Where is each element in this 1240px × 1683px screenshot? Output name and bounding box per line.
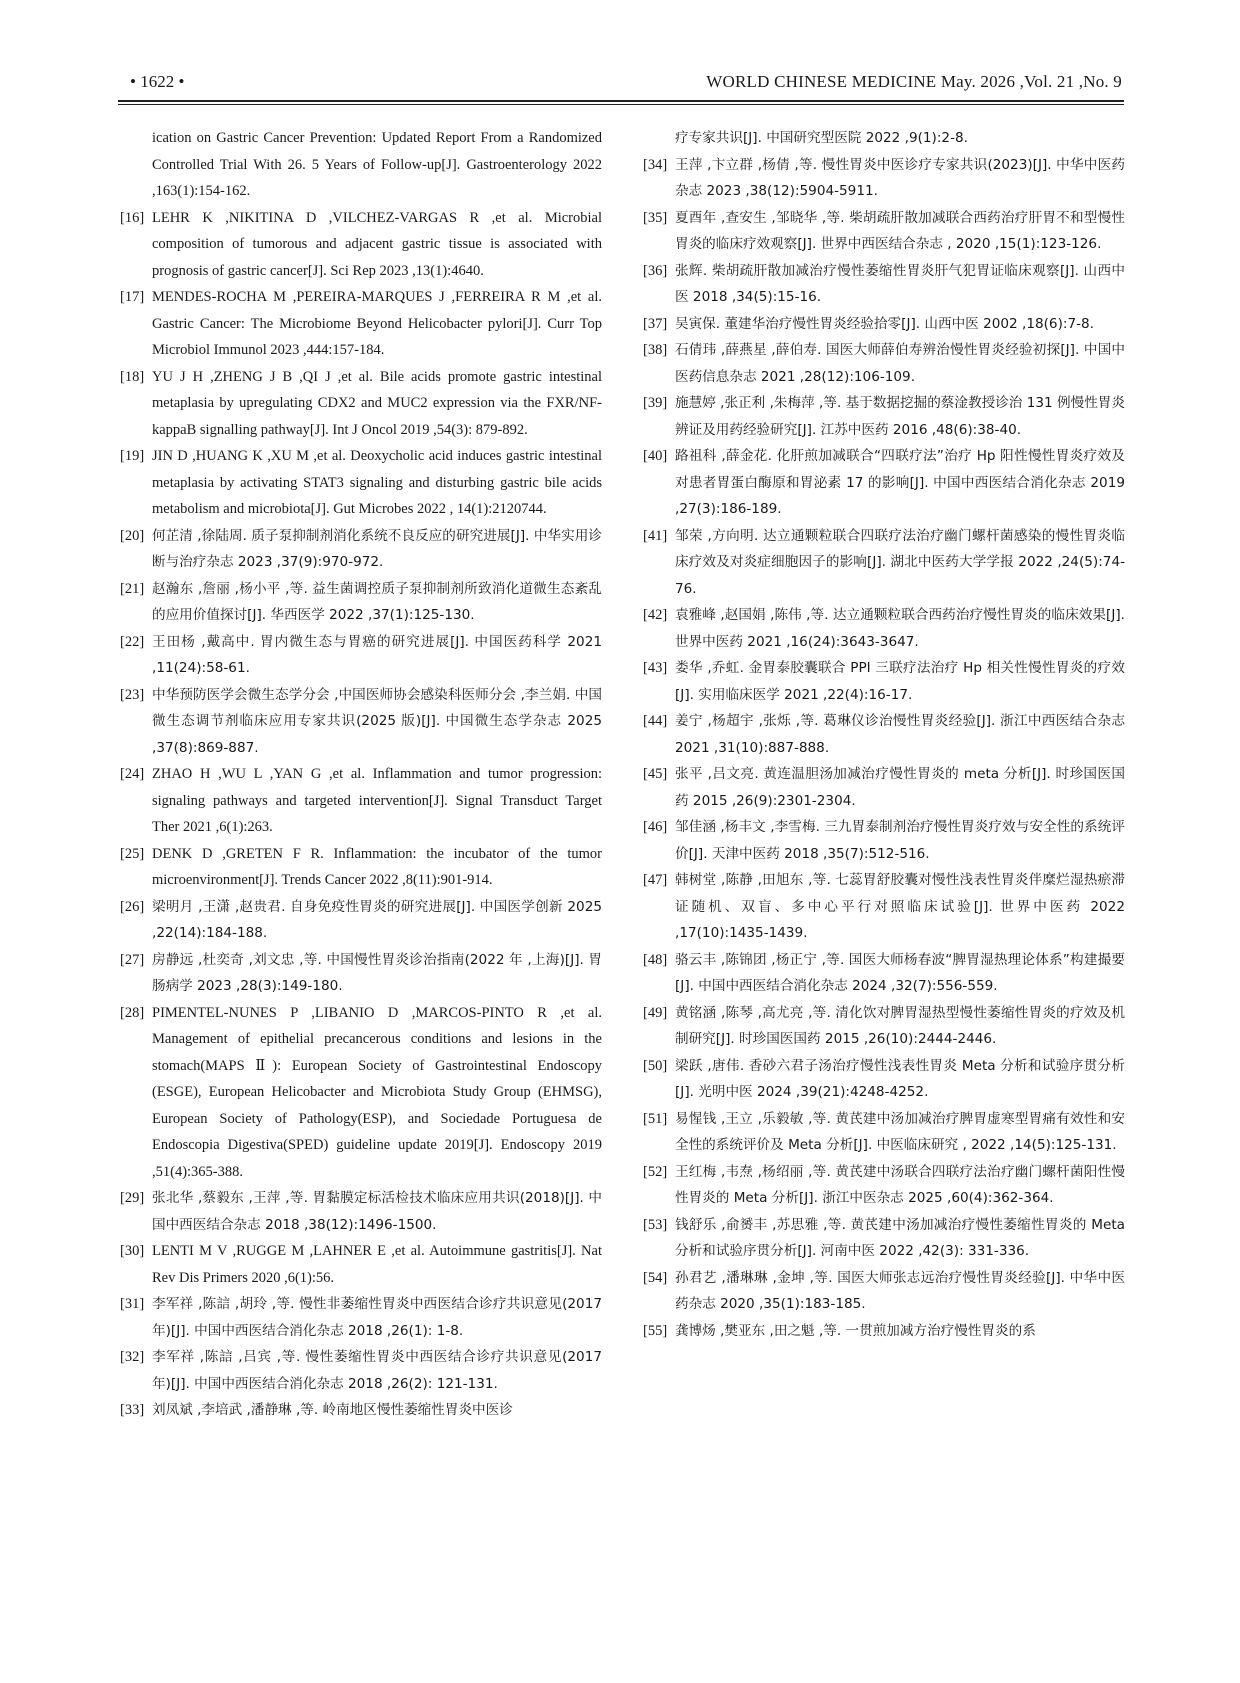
reference-text: 梁明月 ,王潇 ,赵贵君. 自身免疫性胃炎的研究进展[J]. 中国医学创新 2025 ,22(14):184-188. (152, 898, 602, 941)
reference-entry (120, 284, 602, 364)
reference-text: 吴寅保. 董建华治疗慢性胃炎经验拾零[J]. 山西中医 2002 ,18(6):7-8. (675, 315, 1094, 332)
reference-entry (120, 761, 602, 841)
reference-text: 邹荣 ,方向明. 达立通颗粒联合四联疗法治疗幽门螺杆菌感染的慢性胃炎临床疗效及对炎症细胞因子的影响[J]. 湖北中医药大学学报 2022 ,24(5):74-76. (675, 527, 1125, 597)
reference-entry (120, 682, 602, 762)
reference-entry (643, 1265, 1125, 1318)
reference-entry (120, 1291, 602, 1344)
reference-entry (120, 1185, 602, 1238)
reference-entry (643, 761, 1125, 814)
reference-text: 路祖科 ,薛金花. 化肝煎加减联合“四联疗法”治疗 Hp 阳性慢性胃炎疗效及对患者胃蛋白酶原和胃泌素 17 的影响[J]. 中国中西医结合消化杂志 2019 ,27(3):186-189. (675, 448, 1125, 517)
reference-text: 黄铭涵 ,陈琴 ,高尤亮 ,等. 清化饮对脾胃湿热型慢性萎缩性胃炎的疗效及机制研究[J]. 时珍国医国药 2015 ,26(10):2444-2446. (675, 1004, 1125, 1047)
reference-text: YU J H ,ZHENG J B ,QI J ,et al. Bile acids promote gastric intestinal metaplasia by upregulating CDX2 and MUC2 expression via the FXR/NF-kappaB signalling pathway[J]. Int J Oncol 2019 ,54(3): 879-892. (152, 368, 602, 438)
reference-number: [28] (120, 1004, 145, 1021)
reference-text: ication on Gastric Cancer Prevention: Updated Report From a Randomized Controlled Trial With 26. 5 Years of Follow-up[J]. Gastroenterology 2022 ,163(1):154-162. (152, 130, 602, 199)
reference-number: [31] (120, 1296, 145, 1312)
reference-entry (643, 1106, 1125, 1159)
page-number: • 1622 • (130, 72, 185, 91)
reference-entry (120, 947, 602, 1000)
reference-number: [35] (643, 209, 668, 226)
reference-number: [54] (643, 1269, 668, 1286)
reference-number: [20] (120, 527, 145, 544)
reference-text: 邹佳涵 ,杨丰文 ,李雪梅. 三九胃泰制剂治疗慢性胃炎疗效与安全性的系统评价[J]. 天津中医药 2018 ,35(7):512-516. (675, 819, 1125, 862)
reference-text: 赵瀚东 ,詹丽 ,杨小平 ,等. 益生菌调控质子泵抑制剂所致消化道微生态紊乱的应用价值探讨[J]. 华西医学 2022 ,37(1):125-130. (152, 580, 602, 623)
reference-number: [29] (120, 1190, 145, 1206)
reference-entry (643, 1159, 1125, 1212)
reference-text: 袁雅峰 ,赵国娟 ,陈伟 ,等. 达立通颗粒联合西药治疗慢性胃炎的临床效果[J]. 世界中医药 2021 ,16(24):3643-3647. (675, 607, 1125, 650)
reference-text: ZHAO H ,WU L ,YAN G ,et al. Inflammation and tumor progression: signaling pathways and targeted intervention[J]. Signal Transduct Target Ther 2021 ,6(1):263. (152, 766, 602, 835)
reference-text: LEHR K ,NIKITINA D ,VILCHEZ-VARGAS R ,et al. Microbial composition of tumorous and adjacent gastric tissue is associated with prognosis of gastric cancer[J]. Sci Rep 2023 ,13(1):4640. (152, 209, 602, 279)
reference-number: [52] (643, 1163, 668, 1180)
reference-entry (643, 390, 1125, 443)
reference-number: [51] (643, 1110, 668, 1127)
reference-entry (643, 1212, 1125, 1265)
reference-entry (120, 894, 602, 947)
reference-entry (120, 1238, 602, 1291)
reference-number: [47] (643, 872, 668, 888)
reference-entry (643, 523, 1125, 603)
reference-entry (643, 258, 1125, 311)
reference-entry (643, 337, 1125, 390)
reference-entry (120, 205, 602, 285)
header-rule-thin (118, 104, 1124, 105)
reference-entry (120, 629, 602, 682)
reference-number: [39] (643, 395, 668, 411)
references-left-column (120, 125, 602, 1424)
reference-number: [34] (643, 156, 668, 173)
reference-text: 易惺钱 ,王立 ,乐毅敏 ,等. 黄芪建中汤加减治疗脾胃虚寒型胃痛有效性和安全性的系统评价及 Meta 分析[J]. 中医临床研究 , 2022 ,14(5):125-131. (675, 1110, 1125, 1153)
reference-text: 房静远 ,杜奕奇 ,刘文忠 ,等. 中国慢性胃炎诊治指南(2022 年 ,上海)[J]. 胃肠病学 2023 ,28(3):149-180. (152, 951, 602, 994)
reference-number: [48] (643, 951, 668, 968)
reference-number: [43] (643, 660, 668, 676)
reference-text: MENDES-ROCHA M ,PEREIRA-MARQUES J ,FERREIRA R M ,et al. Gastric Cancer: The Microbiome Beyond Helicobacter pylori[J]. Curr Top Microbiol Immunol 2023 ,444:157-184. (152, 289, 602, 358)
reference-text: 韩树堂 ,陈静 ,田旭东 ,等. 七蕊胃舒胶囊对慢性浅表性胃炎伴糜烂湿热瘀滞证随机、双盲、多中心平行对照临床试验[J]. 世界中医药 2022 ,17(10):1435-1439. (675, 872, 1125, 941)
reference-text: 王萍 ,卞立群 ,杨倩 ,等. 慢性胃炎中医诊疗专家共识(2023)[J]. 中华中医药杂志 2023 ,38(12):5904-5911. (675, 156, 1125, 199)
reference-number: [17] (120, 289, 145, 305)
reference-number: [25] (120, 845, 145, 862)
reference-number: [50] (643, 1057, 668, 1074)
reference-text: 姜宁 ,杨超宇 ,张烁 ,等. 葛琳仪诊治慢性胃炎经验[J]. 浙江中西医结合杂志 2021 ,31(10):887-888. (675, 713, 1125, 756)
reference-text: 何芷清 ,徐陆周. 质子泵抑制剂消化系统不良反应的研究进展[J]. 中华实用诊断与治疗杂志 2023 ,37(9):970-972. (152, 527, 602, 570)
reference-entry (120, 523, 602, 576)
reference-number: [23] (120, 686, 145, 703)
reference-text: 中华预防医学会微生态学分会 ,中国医师协会感染科医师分会 ,李兰娟. 中国微生态调节剂临床应用专家共识(2025 版)[J]. 中国微生态学杂志 2025 ,37(8):869-887. (152, 686, 602, 756)
reference-text: LENTI M V ,RUGGE M ,LAHNER E ,et al. Autoimmune gastritis[J]. Nat Rev Dis Primers 2020 ,6(1):56. (152, 1243, 602, 1286)
reference-entry (643, 708, 1125, 761)
reference-text: 张北华 ,蔡毅东 ,王萍 ,等. 胃黏膜定标活检技术临床应用共识(2018)[J]. 中国中西医结合杂志 2018 ,38(12):1496-1500. (152, 1190, 602, 1233)
reference-text: 孙君艺 ,潘琳琳 ,金坤 ,等. 国医大师张志远治疗慢性胃炎经验[J]. 中华中医药杂志 2020 ,35(1):183-185. (675, 1269, 1125, 1312)
reference-entry (643, 602, 1125, 655)
reference-text: 夏酉年 ,查安生 ,邹晓华 ,等. 柴胡疏肝散加减联合西药治疗肝胃不和型慢性胃炎的临床疗效观察[J]. 世界中西医结合杂志 , 2020 ,15(1):123-126. (675, 209, 1125, 252)
reference-number: [16] (120, 209, 145, 226)
reference-entry (643, 1318, 1125, 1345)
reference-entry (120, 1000, 602, 1186)
reference-entry (643, 205, 1125, 258)
reference-entry (120, 125, 602, 205)
reference-text: 石倩玮 ,薛燕星 ,薛伯寿. 国医大师薛伯寿辨治慢性胃炎经验初探[J]. 中国中医药信息杂志 2021 ,28(12):106-109. (675, 342, 1125, 385)
reference-number: [22] (120, 633, 145, 650)
running-header (118, 68, 1124, 96)
reference-text: 张辉. 柴胡疏肝散加减治疗慢性萎缩性胃炎肝气犯胃证临床观察[J]. 山西中医 2018 ,34(5):15-16. (675, 262, 1125, 305)
reference-text: DENK D ,GRETEN F R. Inflammation: the incubator of the tumor microenvironment[J]. Trends Cancer 2022 ,8(11):901-914. (152, 845, 602, 888)
reference-entry (643, 867, 1125, 947)
reference-text: 施慧婷 ,张正利 ,朱梅萍 ,等. 基于数据挖掘的蔡淦教授诊治 131 例慢性胃炎辨证及用药经验研究[J]. 江苏中医药 2016 ,48(6):38-40. (675, 395, 1125, 438)
reference-number: [33] (120, 1402, 145, 1418)
reference-number: [37] (643, 315, 668, 332)
reference-entry (120, 841, 602, 894)
reference-entry (643, 947, 1125, 1000)
reference-entry (120, 364, 602, 444)
reference-entry (643, 152, 1125, 205)
reference-entry (643, 1053, 1125, 1106)
reference-number: [18] (120, 368, 145, 385)
reference-entry (120, 576, 602, 629)
reference-number: [36] (643, 262, 668, 279)
reference-entry (643, 311, 1125, 338)
reference-number: [19] (120, 448, 145, 464)
reference-entry (643, 655, 1125, 708)
reference-text: 张平 ,吕文亮. 黄连温胆汤加减治疗慢性胃炎的 meta 分析[J]. 时珍国医国药 2015 ,26(9):2301-2304. (675, 766, 1125, 809)
reference-number: [32] (120, 1349, 145, 1365)
reference-text: 王红梅 ,韦焘 ,杨绍丽 ,等. 黄芪建中汤联合四联疗法治疗幽门螺杆菌阳性慢性胃炎的 Meta 分析[J]. 浙江中医杂志 2025 ,60(4):362-364. (675, 1163, 1125, 1206)
reference-text: 刘凤斌 ,李培武 ,潘静琳 ,等. 岭南地区慢性萎缩性胃炎中医诊 (152, 1402, 513, 1418)
reference-text: 梁跃 ,唐伟. 香砂六君子汤治疗慢性浅表性胃炎 Meta 分析和试验序贯分析[J]. 光明中医 2024 ,39(21):4248-4252. (675, 1057, 1125, 1100)
reference-text: 龚博炀 ,樊亚东 ,田之魁 ,等. 一贯煎加减方治疗慢性胃炎的系 (675, 1322, 1036, 1339)
reference-number: [44] (643, 713, 668, 729)
reference-number: [40] (643, 448, 668, 464)
reference-number: [49] (643, 1004, 668, 1021)
reference-number: [24] (120, 766, 145, 782)
reference-text: 骆云丰 ,陈锦团 ,杨正宁 ,等. 国医大师杨春波“脾胃湿热理论体系”构建撮要[J]. 中国中西医结合消化杂志 2024 ,32(7):556-559. (675, 951, 1125, 994)
reference-entry (643, 814, 1125, 867)
reference-text: JIN D ,HUANG K ,XU M ,et al. Deoxycholic acid induces gastric intestinal metaplasia by activating STAT3 signaling and disturbing gastric bile acids metabolism and microbiota[J]. Gut Microbes 2022 , 14(1):2120744. (152, 448, 602, 517)
reference-entry (643, 1000, 1125, 1053)
reference-text: 王田杨 ,戴高中. 胃内微生态与胃癌的研究进展[J]. 中国医药科学 2021 ,11(24):58-61. (152, 633, 602, 676)
header-rule-thick (118, 100, 1124, 102)
reference-number: [53] (643, 1216, 668, 1233)
reference-text: PIMENTEL-NUNES P ,LIBANIO D ,MARCOS-PINTO R ,et al. Management of epithelial precancerous conditions and lesions in the stomach(MAPS Ⅱ): European Society of Gastrointestinal Endoscopy (ESGE), European Helicobacter and Microbiota Study Group (EHMSG), European Society of Pathology(ESP), and Sociedade Portuguesa de Endoscopia Digestiva(SPED) guideline update 2019[J]. Endoscopy 2019 ,51(4):365-388. (152, 1004, 602, 1180)
reference-text: 疗专家共识[J]. 中国研究型医院 2022 ,9(1):2-8. (675, 130, 968, 146)
reference-number: [38] (643, 342, 668, 358)
reference-number: [46] (643, 819, 668, 835)
reference-text: 李军祥 ,陈誩 ,胡玲 ,等. 慢性非萎缩性胃炎中西医结合诊疗共识意见(2017 年)[J]. 中国中西医结合消化杂志 2018 ,26(1): 1-8. (152, 1296, 602, 1339)
reference-entry (120, 1344, 602, 1397)
references-right-column (643, 125, 1125, 1344)
reference-text: 娄华 ,乔虹. 金胃泰胶囊联合 PPI 三联疗法治疗 Hp 相关性慢性胃炎的疗效[J]. 实用临床医学 2021 ,22(4):16-17. (675, 660, 1125, 703)
reference-number: [45] (643, 766, 668, 782)
reference-entry (120, 1397, 602, 1424)
reference-text: 李军祥 ,陈誩 ,吕宾 ,等. 慢性萎缩性胃炎中西医结合诊疗共识意见(2017 年)[J]. 中国中西医结合消化杂志 2018 ,26(2): 121-131. (152, 1349, 602, 1392)
reference-number: [30] (120, 1243, 145, 1259)
reference-number: [42] (643, 607, 668, 623)
reference-number: [55] (643, 1322, 668, 1339)
reference-number: [41] (643, 527, 668, 544)
reference-number: [27] (120, 951, 145, 968)
reference-text: 钱舒乐 ,俞赟丰 ,苏思雅 ,等. 黄芪建中汤加减治疗慢性萎缩性胃炎的 Meta 分析和试验序贯分析[J]. 河南中医 2022 ,42(3): 331-336. (675, 1216, 1125, 1259)
journal-title: WORLD CHINESE MEDICINE May. 2026 ,Vol. 21 ,No. 9 (706, 72, 1122, 91)
reference-entry (643, 125, 1125, 152)
reference-number: [26] (120, 898, 145, 915)
reference-number: [21] (120, 580, 145, 597)
reference-entry (120, 443, 602, 523)
reference-entry (643, 443, 1125, 523)
